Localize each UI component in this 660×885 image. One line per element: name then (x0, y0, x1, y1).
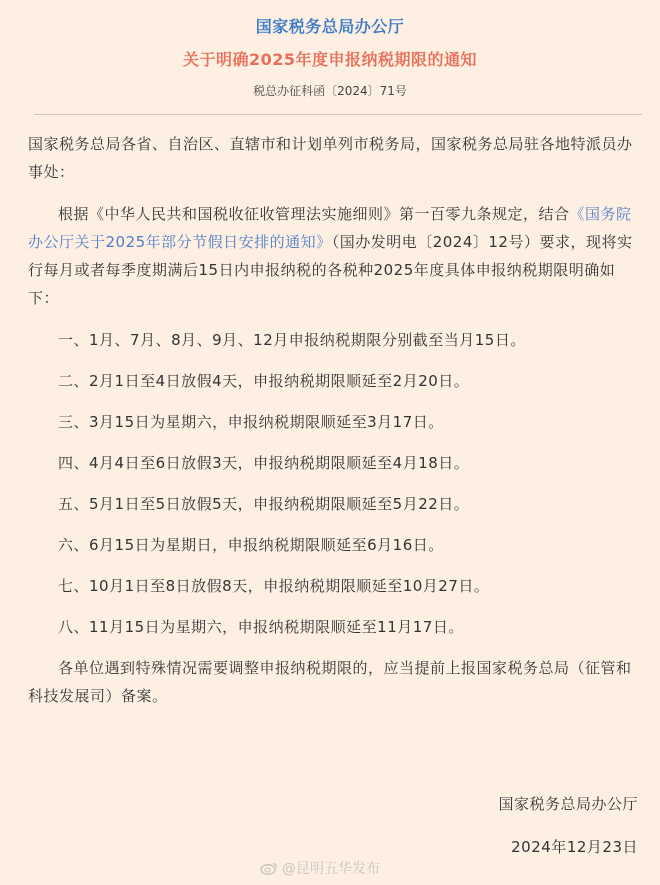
header-divider (34, 114, 642, 115)
issue-date: 2024年12月23日 (511, 838, 638, 856)
policy-reference-link[interactable]: 《国务院办公厅关于2025年部分节假日安排的通知》 (28, 205, 632, 251)
intro-paragraph (28, 200, 640, 312)
document-title: 关于明确2025年度申报纳税期限的通知 (182, 50, 478, 69)
document-body (28, 130, 640, 724)
watermark-text: @昆明五华发布 (282, 861, 380, 877)
list-item: 五、5月1日至5日放假5天，申报纳税期限顺延至5月22日。 (58, 495, 470, 513)
weibo-icon (260, 861, 278, 875)
document-number: 税总办征科函〔2024〕71号 (253, 84, 407, 98)
list-item: 一、1月、7月、8月、9月、12月申报纳税期限分别截至当月15日。 (58, 331, 526, 349)
issuer-name: 国家税务总局办公厅 (255, 17, 405, 36)
intro-text-part2: （国办发明电〔2024〕12号）要求，现将实行每月或者每季度期满后15日内申报纳税的各税种2025年度具体申报纳税期限明确如下： (28, 233, 633, 307)
list-item: 六、6月15日为星期日，申报纳税期限顺延至6月16日。 (58, 536, 444, 554)
list-item: 三、3月15日为星期六，申报纳税期限顺延至3月17日。 (58, 413, 444, 431)
watermark (260, 858, 380, 878)
closing-paragraph: 各单位遇到特殊情况需要调整申报纳税期限的，应当提前上报国家税务总局（征管和科技发展司）备案。 (28, 659, 632, 705)
list-item: 四、4月4日至6日放假3天，申报纳税期限顺延至4月18日。 (58, 454, 470, 472)
signature: 国家税务总局办公厅 (498, 795, 638, 813)
list-item: 八、11月15日为星期六，申报纳税期限顺延至11月17日。 (58, 618, 464, 636)
salutation: 国家税务总局各省、自治区、直辖市和计划单列市税务局，国家税务总局驻各地特派员办事处： (28, 135, 633, 181)
list-item: 七、10月1日至8日放假8天，申报纳税期限顺延至10月27日。 (58, 577, 490, 595)
intro-text-part1: 根据《中华人民共和国税收征收管理法实施细则》第一百零九条规定，结合 (58, 205, 570, 223)
list-item: 二、2月1日至4日放假4天，申报纳税期限顺延至2月20日。 (58, 372, 470, 390)
